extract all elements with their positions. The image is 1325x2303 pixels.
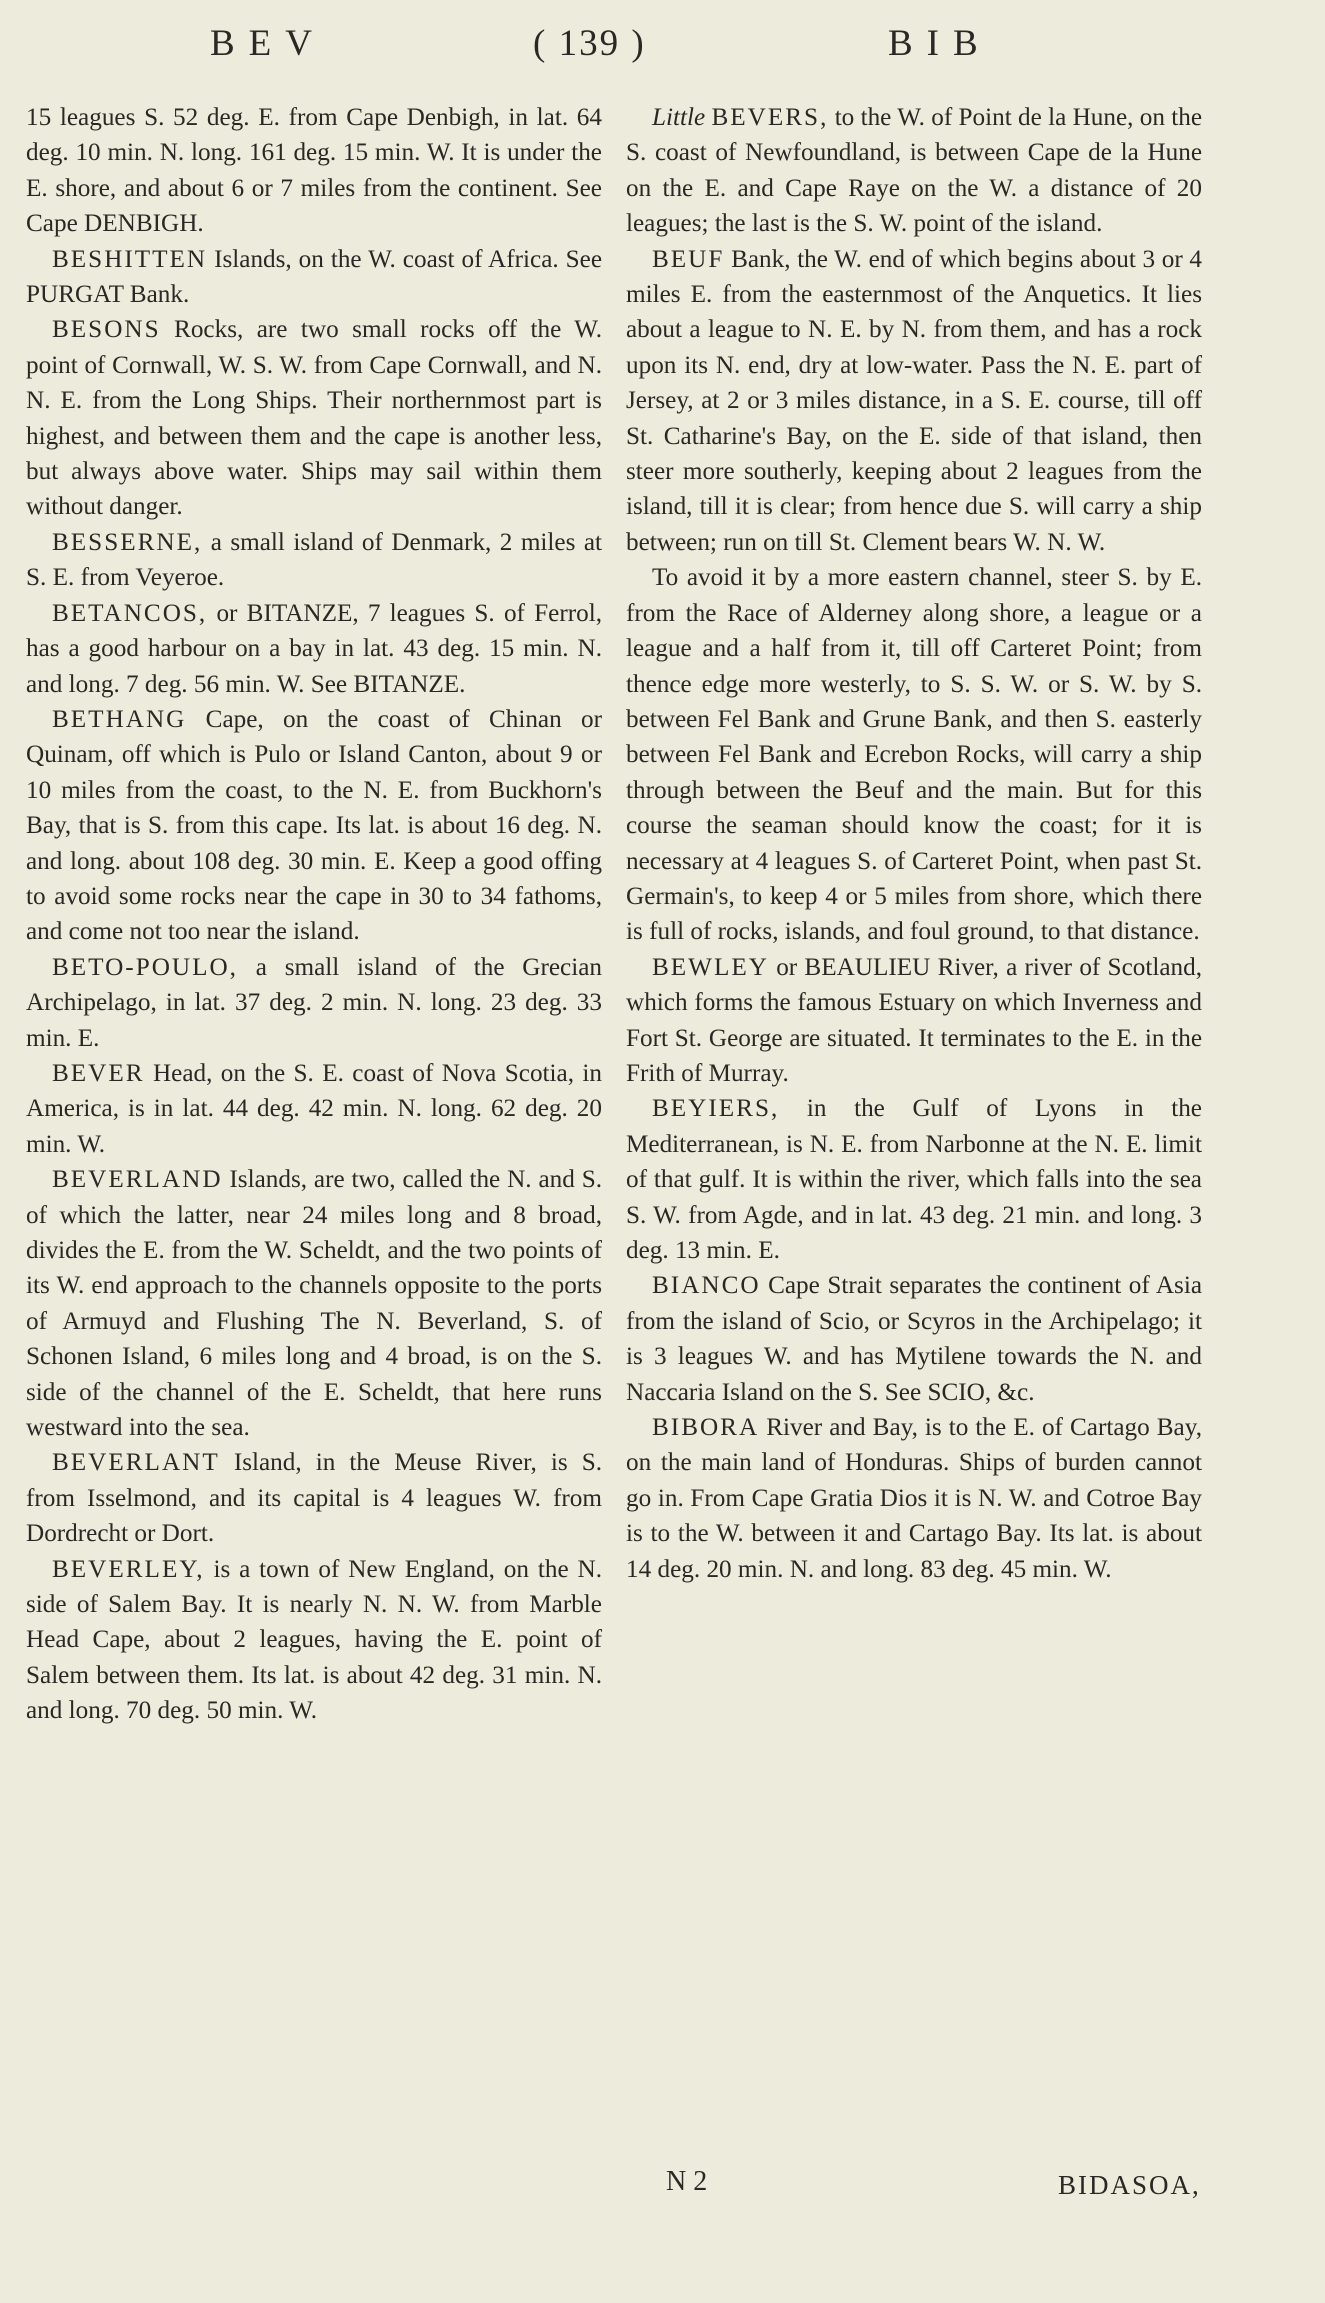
- entry-headword: BEVERS,: [711, 104, 829, 131]
- entry-beuf: [626, 242, 1202, 561]
- entry-bianco: [626, 1268, 1202, 1410]
- entry-text: Rocks, are two small rocks off the W. point of Cornwall, W. S. W. from Cape Cornwall, and N. N. E. from the Long Ships. Their northernmost part is highest, and between them and the cape is another less, but always above water. Ships may sail within them without danger.: [26, 316, 602, 521]
- entry-headword: BEWLEY: [652, 953, 769, 981]
- entry-headword: BIANCO: [652, 1272, 761, 1300]
- entry-headword: BESHITTEN: [52, 245, 208, 273]
- entry-text: to the W. of Point de la Hune, on the S. coast of Newfoundland, is between Cape de la Hune on the E. and Cape Raye on the W. a distance of 20 leagues; the last is the S. W. point of the island.: [626, 104, 1203, 238]
- entry-beshitten: [26, 242, 602, 313]
- header-left-guideword: BEV: [210, 23, 326, 64]
- entry-text: To avoid it by a more eastern channel, steer S. by E. from the Race of Alderney along shore, a league or a league and a half from it, till off Carteret Point; from thence edge more westerly, to S. S. W. or S. W. by S. between Fel Bank and Grune Bank, and then S. easterly between Fel Bank and Ecrebon Rocks, will carry a ship through between the Beuf and the main. But for this course the seaman should know the coast; for it is necessary at 4 leagues S. of Carteret Point, when past St. Germain's, to keep 4 or 5 miles from shore, which there is full of rocks, islands, and foul ground, to that distance.: [626, 564, 1202, 946]
- entry-text: 15 leagues S. 52 deg. E. from Cape Denbigh, in lat. 64 deg. 10 min. N. long. 161 deg. 15 min. W. It is under the E. shore, and about 6 or 7 miles from the continent. See Cape DENBIGH.: [26, 104, 602, 238]
- entry-text: or BEAULIEU River, a river of Scotland, which forms the famous Estuary on which Inverness and Fort St. George are situated. It terminates to the E. in the Frith of Murray.: [626, 953, 1203, 1087]
- entry-headword: BEVER: [52, 1059, 145, 1087]
- entry-text: Head, on the S. E. coast of Nova Scotia, in America, is in lat. 44 deg. 42 min. N. long. 62 deg. 20 min. W.: [26, 1059, 602, 1158]
- page-footer: [0, 2166, 1325, 2216]
- entry-text: Island, in the Meuse River, is S. from Isselmond, and its capital is 4 leagues W. from Dordrecht or Dort.: [26, 1449, 603, 1548]
- signature-mark: N 2: [666, 2166, 708, 2197]
- catchword: BIDASOA,: [1058, 2170, 1201, 2200]
- entry-beto-poulo: [26, 950, 602, 1056]
- entry-prefix: Little: [652, 104, 706, 131]
- entry-text: Islands, are two, called the N. and S. of which the latter, near 24 miles long and 8 broad, divides the E. from the W. Scheldt, and the two points of its W. end approach to the channels opposite to the ports of Armuyd and Flushing The N. Beverland, S. of Schonen Island, 6 miles long and 4 broad, is on the S. side of the channel of the E. Scheldt, that here runs westward into the sea.: [26, 1166, 602, 1442]
- entry-headword: BETO-POULO,: [52, 953, 238, 981]
- entry-beverlant: [26, 1445, 602, 1551]
- entry-headword: BESONS: [52, 316, 161, 344]
- entry-beyiers: [626, 1091, 1202, 1268]
- entry-beverland: [26, 1162, 602, 1445]
- entry-bewley: [626, 950, 1202, 1092]
- entry-text: a small island of Denmark, 2 miles at S. E. from Veyeroe.: [26, 528, 602, 592]
- entry-besserne: [26, 525, 602, 596]
- entry-text: Islands, on the W. coast of Africa. See PURGAT Bank.: [26, 245, 602, 309]
- entry-besons: [26, 312, 602, 524]
- header-right-guideword: BIB: [888, 23, 992, 64]
- entry-headword: BEVERLANT: [52, 1449, 220, 1477]
- entry-text: or BITANZE, 7 leagues S. of Ferrol, has a good harbour on a bay in lat. 43 deg. 15 min. N. and long. 7 deg. 56 min. W. See BITANZE.: [26, 599, 602, 698]
- entry-text: River and Bay, is to the E. of Cartago Bay, on the main land of Honduras. Ships of burden cannot go in. From Cape Gratia Dios it is N. W. and Cotroe Bay is to the W. between it and Cartago Bay. Its lat. is about 14 deg. 20 min. N. and long. 83 deg. 45 min. W.: [626, 1414, 1202, 1583]
- entry-text: Bank, the W. end of which begins about 3 or 4 miles E. from the easternmost of the Anquetics. It lies about a league to N. E. by N. from them, and has a rock upon its N. end, dry at low-water. Pass the N. E. part of Jersey, at 2 or 3 miles distance, in a S. E. course, till off St. Catharine's Bay, on the E. side of that island, then steer more southerly, keeping about 2 leagues from the island, till it is clear; from hence due S. will carry a ship between; run on till St. Clement bears W. N. W.: [626, 245, 1203, 556]
- entry-headword: BIBORA: [652, 1414, 760, 1442]
- entry-text: in the Gulf of Lyons in the Mediterranean, is N. E. from Narbonne at the N. E. limit of that gulf. It is within the river, which falls into the sea S. W. from Agde, and in lat. 43 deg. 21 min. and long. 3 deg. 13 min. E.: [626, 1095, 1202, 1264]
- entry-bever: [26, 1056, 602, 1162]
- left-column: [26, 100, 602, 1729]
- entry-text: Cape, on the coast of Chinan or Quinam, off which is Pulo or Island Canton, about 9 or 10 miles from the coast, to the N. E. from Buckhorn's Bay, that is S. from this cape. Its lat. is about 16 deg. N. and long. about 108 deg. 30 min. E. Keep a good offing to avoid some rocks near the cape in 30 to 34 fathoms, and come not too near the island.: [26, 705, 602, 946]
- entry-bibora: [626, 1410, 1202, 1587]
- entry-headword: BEYIERS,: [652, 1095, 780, 1123]
- entry-beuf-continued: [626, 560, 1202, 949]
- running-header: [0, 22, 1325, 92]
- entry-continued: [26, 100, 602, 242]
- entry-headword: BEVERLAND: [52, 1166, 223, 1194]
- entry-headword: BEVERLEY,: [52, 1555, 205, 1583]
- entry-headword: BEUF: [652, 245, 725, 273]
- right-column: [626, 100, 1202, 1587]
- entry-bethang: [26, 702, 602, 950]
- entry-text: a small island of the Grecian Archipelago, in lat. 37 deg. 2 min. N. long. 23 deg. 33 min. E.: [26, 953, 603, 1052]
- entry-headword: BETHANG: [52, 705, 187, 733]
- entry-text: Cape Strait separates the continent of Asia from the island of Scio, or Scyros in the Archipelago; it is 3 leagues W. and has Mytilene towards the N. and Naccaria Island on the S. See SCIO, &c.: [626, 1272, 1202, 1406]
- entry-headword: BETANCOS,: [52, 599, 208, 627]
- entry-bevers: [626, 100, 1202, 242]
- page-number: ( 139 ): [533, 23, 646, 64]
- entry-betancos: [26, 596, 602, 702]
- entry-text: is a town of New England, on the N. side of Salem Bay. It is nearly N. N. W. from Marble Head Cape, about 2 leagues, having the E. point of Salem between them. Its lat. is about 42 deg. 31 min. N. and long. 70 deg. 50 min. W.: [26, 1555, 602, 1725]
- entry-beverley: [26, 1552, 602, 1729]
- entry-headword: BESSERNE,: [52, 528, 203, 556]
